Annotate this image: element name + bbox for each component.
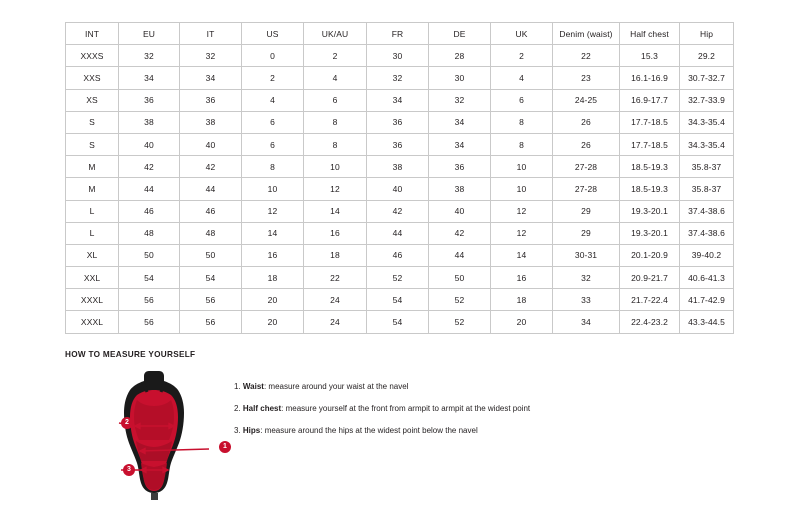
instruction-text-hips: : measure around the hips at the widest point below the navel xyxy=(260,425,478,435)
cell-it: 40 xyxy=(180,133,242,155)
cell-hip: 35.8-37 xyxy=(680,178,734,200)
cell-it: 56 xyxy=(180,289,242,311)
cell-uk: 8 xyxy=(491,133,553,155)
cell-uk: 2 xyxy=(491,45,553,67)
cell-ukau: 2 xyxy=(304,45,367,67)
cell-us: 10 xyxy=(242,178,304,200)
column-header-half-chest: Half chest xyxy=(620,23,680,45)
cell-fr: 54 xyxy=(367,311,429,333)
column-header-it: IT xyxy=(180,23,242,45)
cell-us: 0 xyxy=(242,45,304,67)
cell-denim: 32 xyxy=(553,267,620,289)
table-row xyxy=(66,267,734,289)
cell-it: 44 xyxy=(180,178,242,200)
cell-uk: 18 xyxy=(491,289,553,311)
cell-it: 42 xyxy=(180,156,242,178)
cell-us: 12 xyxy=(242,200,304,222)
cell-de: 52 xyxy=(429,289,491,311)
cell-denim: 33 xyxy=(553,289,620,311)
instruction-half-chest xyxy=(234,405,530,414)
cell-ukau: 16 xyxy=(304,222,367,244)
cell-hip: 39-40.2 xyxy=(680,244,734,266)
instruction-number-3: 3. xyxy=(234,425,241,435)
cell-uk: 10 xyxy=(491,178,553,200)
cell-hip: 32.7-33.9 xyxy=(680,89,734,111)
size-table xyxy=(65,22,734,334)
cell-us: 20 xyxy=(242,289,304,311)
cell-it: 36 xyxy=(180,89,242,111)
cell-eu: 44 xyxy=(119,178,180,200)
instruction-hips xyxy=(234,427,530,436)
cell-denim: 30-31 xyxy=(553,244,620,266)
instruction-term-half-chest: Half chest xyxy=(242,403,282,413)
cell-eu: 56 xyxy=(119,289,180,311)
cell-int: L xyxy=(66,200,119,222)
cell-hip: 34.3-35.4 xyxy=(680,133,734,155)
cell-it: 32 xyxy=(180,45,242,67)
table-header-row xyxy=(66,23,734,45)
table-row xyxy=(66,178,734,200)
cell-de: 30 xyxy=(429,67,491,89)
cell-int: XXXS xyxy=(66,45,119,67)
size-table-head xyxy=(66,23,734,45)
cell-fr: 42 xyxy=(367,200,429,222)
how-to-measure-section xyxy=(65,350,765,504)
cell-half-chest: 17.7-18.5 xyxy=(620,111,680,133)
cell-hip: 37.4-38.6 xyxy=(680,222,734,244)
cell-hip: 43.3-44.5 xyxy=(680,311,734,333)
instruction-waist xyxy=(234,383,530,392)
cell-de: 44 xyxy=(429,244,491,266)
cell-us: 14 xyxy=(242,222,304,244)
how-to-measure-title: HOW TO MEASURE YOURSELF xyxy=(65,350,196,359)
cell-us: 6 xyxy=(242,111,304,133)
cell-hip: 41.7-42.9 xyxy=(680,289,734,311)
cell-de: 40 xyxy=(429,200,491,222)
size-table-container xyxy=(65,22,733,334)
cell-us: 2 xyxy=(242,67,304,89)
cell-de: 52 xyxy=(429,311,491,333)
table-row xyxy=(66,89,734,111)
cell-ukau: 14 xyxy=(304,200,367,222)
cell-de: 28 xyxy=(429,45,491,67)
size-table-body xyxy=(66,45,734,333)
cell-eu: 54 xyxy=(119,267,180,289)
cell-denim: 22 xyxy=(553,45,620,67)
cell-it: 50 xyxy=(180,244,242,266)
cell-ukau: 8 xyxy=(304,111,367,133)
cell-us: 6 xyxy=(242,133,304,155)
cell-fr: 30 xyxy=(367,45,429,67)
table-row xyxy=(66,156,734,178)
cell-denim: 34 xyxy=(553,311,620,333)
cell-int: XXS xyxy=(66,67,119,89)
column-header-denim-waist: Denim (waist) xyxy=(553,23,620,45)
column-header-eu: EU xyxy=(119,23,180,45)
cell-denim: 29 xyxy=(553,200,620,222)
cell-int: XXXL xyxy=(66,289,119,311)
table-row xyxy=(66,133,734,155)
cell-ukau: 10 xyxy=(304,156,367,178)
cell-int: XL xyxy=(66,244,119,266)
cell-eu: 48 xyxy=(119,222,180,244)
cell-de: 42 xyxy=(429,222,491,244)
cell-ukau: 22 xyxy=(304,267,367,289)
column-header-us: US xyxy=(242,23,304,45)
cell-uk: 14 xyxy=(491,244,553,266)
cell-half-chest: 19.3-20.1 xyxy=(620,222,680,244)
cell-fr: 54 xyxy=(367,289,429,311)
cell-int: M xyxy=(66,156,119,178)
badge-hips: 3 xyxy=(123,464,135,476)
cell-denim: 27-28 xyxy=(553,156,620,178)
cell-it: 46 xyxy=(180,200,242,222)
cell-denim: 26 xyxy=(553,133,620,155)
cell-hip: 29.2 xyxy=(680,45,734,67)
cell-int: XS xyxy=(66,89,119,111)
cell-uk: 6 xyxy=(491,89,553,111)
cell-fr: 40 xyxy=(367,178,429,200)
table-row xyxy=(66,67,734,89)
cell-fr: 34 xyxy=(367,89,429,111)
column-header-de: DE xyxy=(429,23,491,45)
cell-half-chest: 20.9-21.7 xyxy=(620,267,680,289)
cell-ukau: 4 xyxy=(304,67,367,89)
instruction-text-waist: : measure around your waist at the navel xyxy=(263,382,409,391)
cell-uk: 12 xyxy=(491,200,553,222)
cell-int: S xyxy=(66,133,119,155)
cell-uk: 10 xyxy=(491,156,553,178)
cell-fr: 44 xyxy=(367,222,429,244)
cell-eu: 50 xyxy=(119,244,180,266)
cell-denim: 29 xyxy=(553,222,620,244)
cell-it: 54 xyxy=(180,267,242,289)
cell-de: 50 xyxy=(429,267,491,289)
cell-ukau: 24 xyxy=(304,289,367,311)
cell-it: 48 xyxy=(180,222,242,244)
cell-us: 18 xyxy=(242,267,304,289)
badge-waist: 1 xyxy=(219,441,231,453)
cell-eu: 36 xyxy=(119,89,180,111)
cell-half-chest: 21.7-22.4 xyxy=(620,289,680,311)
cell-denim: 27-28 xyxy=(553,178,620,200)
cell-ukau: 18 xyxy=(304,244,367,266)
cell-ukau: 24 xyxy=(304,311,367,333)
table-row xyxy=(66,222,734,244)
cell-eu: 42 xyxy=(119,156,180,178)
cell-eu: 40 xyxy=(119,133,180,155)
cell-it: 56 xyxy=(180,311,242,333)
cell-uk: 16 xyxy=(491,267,553,289)
cell-half-chest: 20.1-20.9 xyxy=(620,244,680,266)
cell-half-chest: 16.1-16.9 xyxy=(620,67,680,89)
table-row xyxy=(66,311,734,333)
instruction-number-1: 1. xyxy=(234,382,241,391)
cell-hip: 37.4-38.6 xyxy=(680,200,734,222)
cell-us: 8 xyxy=(242,156,304,178)
cell-de: 36 xyxy=(429,156,491,178)
cell-us: 4 xyxy=(242,89,304,111)
cell-hip: 35.8-37 xyxy=(680,156,734,178)
cell-half-chest: 22.4-23.2 xyxy=(620,311,680,333)
how-to-measure-body xyxy=(65,369,765,504)
cell-fr: 32 xyxy=(367,67,429,89)
column-header-int: INT xyxy=(66,23,119,45)
cell-denim: 26 xyxy=(553,111,620,133)
cell-fr: 38 xyxy=(367,156,429,178)
table-row xyxy=(66,200,734,222)
cell-hip: 34.3-35.4 xyxy=(680,111,734,133)
measure-instructions xyxy=(234,369,530,448)
cell-it: 38 xyxy=(180,111,242,133)
cell-half-chest: 19.3-20.1 xyxy=(620,200,680,222)
cell-int: XXXL xyxy=(66,311,119,333)
cell-de: 32 xyxy=(429,89,491,111)
cell-int: M xyxy=(66,178,119,200)
column-header-hip: Hip xyxy=(680,23,734,45)
table-row xyxy=(66,289,734,311)
cell-half-chest: 17.7-18.5 xyxy=(620,133,680,155)
column-header-fr: FR xyxy=(367,23,429,45)
cell-int: S xyxy=(66,111,119,133)
cell-eu: 38 xyxy=(119,111,180,133)
cell-half-chest: 18.5-19.3 xyxy=(620,178,680,200)
cell-fr: 46 xyxy=(367,244,429,266)
cell-de: 38 xyxy=(429,178,491,200)
cell-eu: 32 xyxy=(119,45,180,67)
cell-int: L xyxy=(66,222,119,244)
cell-half-chest: 18.5-19.3 xyxy=(620,156,680,178)
cell-half-chest: 16.9-17.7 xyxy=(620,89,680,111)
cell-denim: 24-25 xyxy=(553,89,620,111)
cell-eu: 46 xyxy=(119,200,180,222)
cell-ukau: 8 xyxy=(304,133,367,155)
column-header-uk: UK xyxy=(491,23,553,45)
table-row xyxy=(66,45,734,67)
cell-fr: 52 xyxy=(367,267,429,289)
cell-de: 34 xyxy=(429,133,491,155)
column-header-ukau: UK/AU xyxy=(304,23,367,45)
cell-us: 16 xyxy=(242,244,304,266)
cell-hip: 40.6-41.3 xyxy=(680,267,734,289)
cell-fr: 36 xyxy=(367,133,429,155)
cell-hip: 30.7-32.7 xyxy=(680,67,734,89)
table-row xyxy=(66,244,734,266)
cell-eu: 56 xyxy=(119,311,180,333)
cell-denim: 23 xyxy=(553,67,620,89)
cell-ukau: 12 xyxy=(304,178,367,200)
cell-de: 34 xyxy=(429,111,491,133)
instruction-term-waist: Waist xyxy=(242,382,264,391)
cell-uk: 4 xyxy=(491,67,553,89)
cell-ukau: 6 xyxy=(304,89,367,111)
cell-uk: 12 xyxy=(491,222,553,244)
instruction-term-hips: Hips xyxy=(242,425,261,435)
table-row xyxy=(66,111,734,133)
cell-it: 34 xyxy=(180,67,242,89)
cell-uk: 20 xyxy=(491,311,553,333)
cell-us: 20 xyxy=(242,311,304,333)
cell-eu: 34 xyxy=(119,67,180,89)
cell-uk: 8 xyxy=(491,111,553,133)
mannequin-figure xyxy=(97,369,227,504)
instruction-text-half-chest: : measure yourself at the front from armpit to armpit at the widest point xyxy=(281,403,531,413)
instruction-number-2: 2. xyxy=(234,403,241,413)
cell-int: XXL xyxy=(66,267,119,289)
badge-half-chest: 2 xyxy=(121,417,133,429)
cell-fr: 36 xyxy=(367,111,429,133)
cell-half-chest: 15.3 xyxy=(620,45,680,67)
mannequin-illustration-icon xyxy=(97,369,212,504)
